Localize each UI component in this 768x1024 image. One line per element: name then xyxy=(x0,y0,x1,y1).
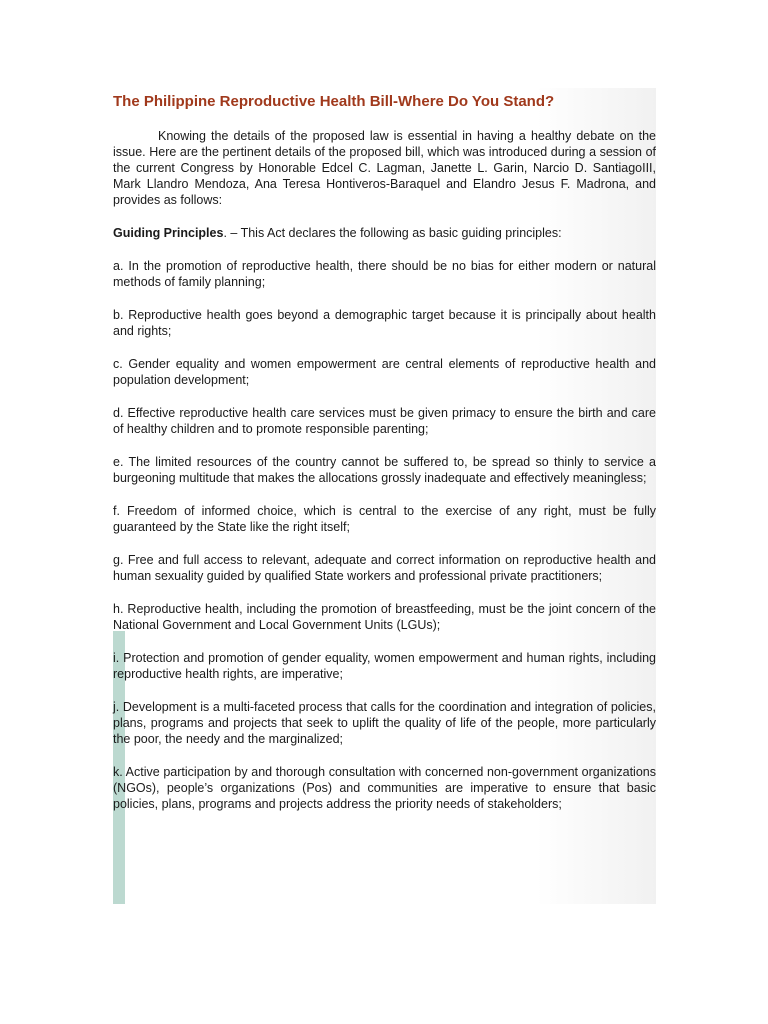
principle-e: e. The limited resources of the country cannot be suffered to, be spread so thinly to service a burgeoning multitude that makes the allocations grossly inadequate and effectively meaningless; xyxy=(113,455,656,485)
principle-c: c. Gender equality and women empowerment are central elements of reproductive health and population development; xyxy=(113,357,656,387)
principle-a: a. In the promotion of reproductive health, there should be no bias for either modern or natural methods of family planning; xyxy=(113,259,656,289)
principle-j: j. Development is a multi-faceted process that calls for the coordination and integration of policies, plans, programs and projects that seek to uplift the quality of life of the people, more particularly the poor, the needy and the marginalized; xyxy=(113,700,656,746)
guiding-principles-paragraph xyxy=(113,225,656,241)
principle-d: d. Effective reproductive health care services must be given primacy to ensure the birth and care of healthy children and to promote responsible parenting; xyxy=(113,406,656,436)
guiding-principles-lead: . – This Act declares the following as basic guiding principles: xyxy=(223,226,562,240)
principle-h: h. Reproductive health, including the promotion of breastfeeding, must be the joint concern of the National Government and Local Government Units (LGUs); xyxy=(113,602,656,632)
principle-f: f. Freedom of informed choice, which is central to the exercise of any right, must be fully guaranteed by the State like the right itself; xyxy=(113,504,656,534)
principle-i: i. Protection and promotion of gender equality, women empowerment and human rights, including reproductive health rights, are imperative; xyxy=(113,651,656,681)
principle-b: b. Reproductive health goes beyond a demographic target because it is principally about health and rights; xyxy=(113,308,656,338)
principle-k: k. Active participation by and thorough consultation with concerned non-government organizations (NGOs), people’s organizations (Pos) and communities are imperative to ensure that basic policies, plans, programs and projects address the priority needs of stakeholders; xyxy=(113,765,656,811)
guiding-principles-heading: Guiding Principles xyxy=(113,226,224,240)
document-title: The Philippine Reproductive Health Bill-Where Do You Stand? xyxy=(113,93,555,110)
principle-g: g. Free and full access to relevant, adequate and correct information on reproductive health and human sexuality guided by qualified State workers and professional private practitioners; xyxy=(113,553,656,583)
intro-paragraph: Knowing the details of the proposed law is essential in having a healthy debate on the issue. Here are the pertinent details of the proposed bill, which was introduced during a session of the current Congress by Honorable Edcel C. Lagman, Janette L. Garin, Narcio D. SantiagoIII, Mark Llandro Mendoza, Ana Teresa Hontiveros-Baraquel and Elandro Jesus F. Madrona, and provides as follows: xyxy=(113,129,656,207)
document-content xyxy=(113,92,656,829)
